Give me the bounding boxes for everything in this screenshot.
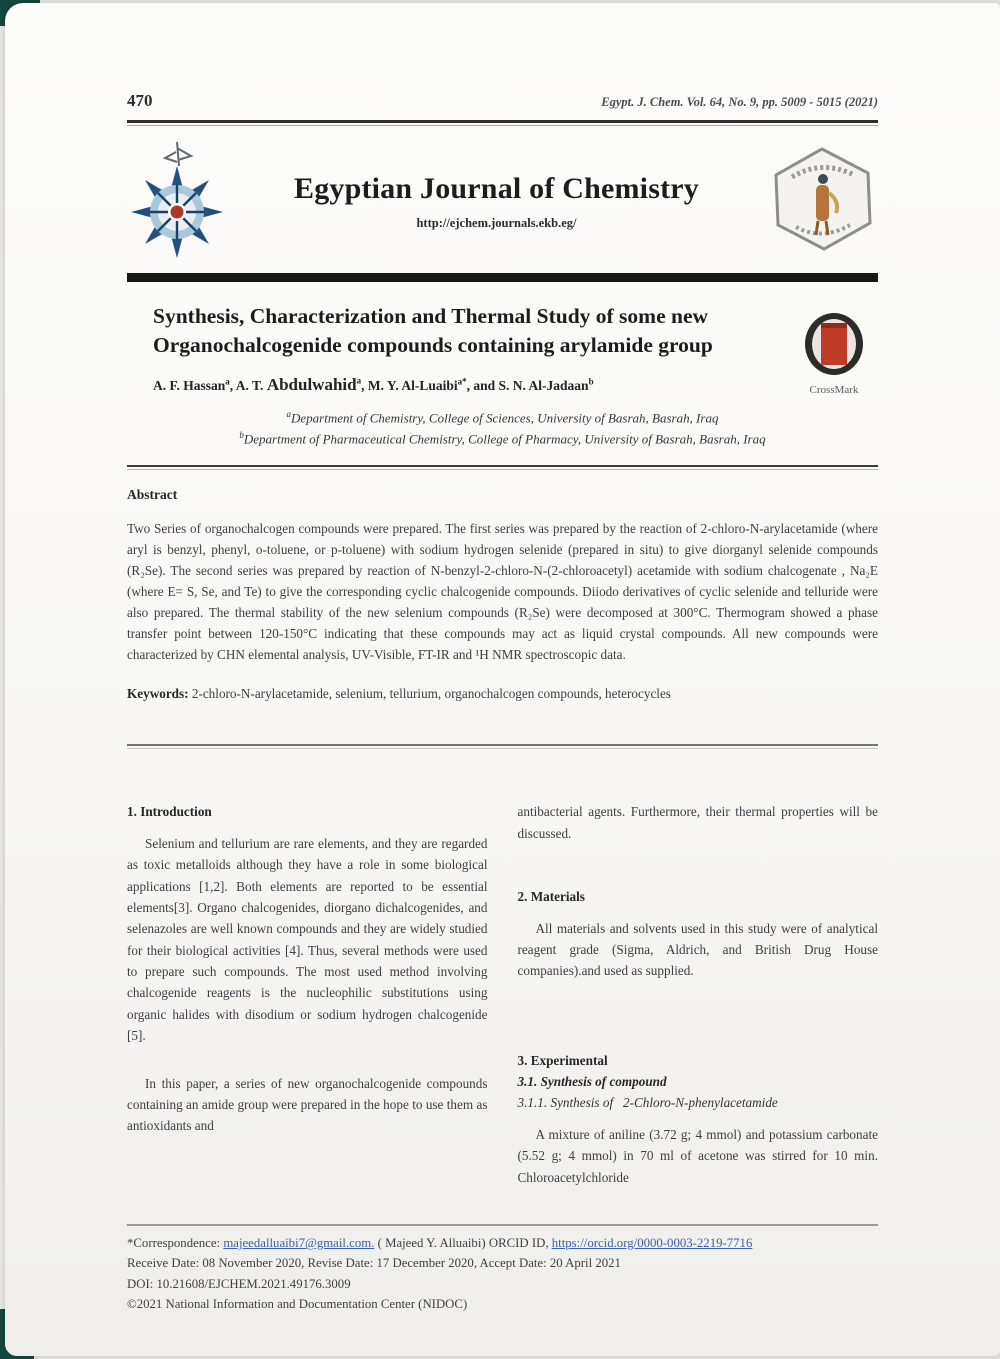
journal-compass-logo-icon <box>127 140 227 263</box>
orcid-link[interactable]: https://orcid.org/0000-0003-2219-7716 <box>551 1236 753 1251</box>
masthead-divider-band <box>127 273 878 282</box>
header-rule <box>127 120 878 126</box>
page-number: 470 <box>127 91 153 110</box>
affiliation-rule <box>127 465 878 470</box>
author: A. F. Hassan$^a$, <box>153 376 236 394</box>
abstract-heading: Abstract <box>127 486 178 502</box>
journal-masthead <box>127 140 878 263</box>
paper-page <box>5 3 1000 1356</box>
correspondence-line: *Correspondence: majeedalluaibi7@gmail.com. ( Majeed Y. Alluaibi) ORCID ID, https://orcid.org/0000-0003-2219-7716 <box>127 1236 753 1251</box>
left-column <box>127 801 488 1188</box>
materials-paragraph: All materials and solvents used in this study were of analytical reagent grade (Sigma, Aldrich, and British Drug House companies).and used as supplied. <box>517 920 878 979</box>
keywords-label: Keywords: <box>127 686 189 702</box>
section-heading-experimental: 3. Experimental <box>517 1052 608 1068</box>
footnote-block <box>127 1224 878 1314</box>
affiliations <box>127 396 878 450</box>
dates-line: Receive Date: 08 November 2020, Revise Date: 17 December 2020, Accept Date: 20 April 2021 <box>127 1256 621 1271</box>
copyright-line: ©2021 National Information and Documentation Center (NIDOC) <box>127 1296 468 1311</box>
journal-url-link[interactable]: http://ejchem.journals.ekb.eg/ <box>416 215 577 230</box>
body-columns <box>127 801 878 1188</box>
subsection-heading-synthesis: 3.1. Synthesis of compound <box>517 1074 667 1089</box>
article-header-left <box>127 302 790 396</box>
article-header <box>127 302 878 396</box>
keywords-line <box>127 686 878 702</box>
crossmark-badge[interactable] <box>790 302 878 396</box>
author-line <box>153 375 790 395</box>
experimental-paragraph: A mixture of aniline (3.72 g; 4 mmol) and potassium carbonate (5.52 g; 4 mmol) in 70 ml of acetone was stirred for 10 min. Chloroacetylchloride <box>517 1126 878 1185</box>
keywords-text: 2-chloro-N-arylacetamide, selenium, tellurium, organochalcogen compounds, heterocycles <box>188 686 671 702</box>
article-title: Synthesis, Characterization and Thermal Study of some new Organochalcogenide compounds containing arylamide group <box>153 304 713 357</box>
section-heading-materials: 2. Materials <box>517 889 585 905</box>
subsubsection-heading-synthesis-2-chloro: 3.1.1. Synthesis of 2-Chloro-N-phenylacetamide <box>517 1095 778 1111</box>
author: S. N. Al-Jadaan$^b$ <box>498 376 594 394</box>
society-hexagon-logo-icon <box>766 143 878 260</box>
journal-title: Egyptian Journal of Chemistry <box>294 171 699 205</box>
abstract-rule <box>127 744 878 749</box>
intro-paragraph-2: In this paper, a series of new organochalcogenide compounds containing an amide group were prepared in the hope to use them as antioxidants and <box>127 1075 488 1134</box>
right-column <box>518 801 879 1188</box>
author: , M. Y. Al-Luaibi$^{a*}$, and <box>361 376 499 394</box>
abstract-text: Two Series of organochalcogen compounds were prepared. The first series was prepared by the reaction of 2-chloro-N-arylacetamide (where aryl is benzyl, phenyl, o-toluene, or p-toluene) with sodium hydrogen selenide (prepared in situ) to give diorganyl selenide compounds (R₂Se). The second series was prepared by reaction of N-benzyl-2-chloro-N-(2-chloroacetyl) acetamide with sodium chalcogenate , Na₂E (where E= S, Se, and Te) to give the corresponding cyclic chalcogenide compounds. Diiodo derivatives of cyclic selenide and telluride were also prepared. The thermal stability of the new selenium compounds (R₂Se) were decomposed at 300°C. Thermogram showed a phase transfer point between 120-150°C indicating that these compounds may act as liquid crystal compounds. All new compounds were characterized by CHN elemental analysis, UV-Visible, FT-IR and ¹H NMR spectroscopic data. <box>127 520 878 663</box>
intro-paragraph-1: Selenium and tellurium are rare elements, and they are regarded as toxic metalloids although they have a role in some biological applications [1,2]. Both elements are reported to be essential elements[3]. Organo chalcogenides, diorgano dichalcogenides, and selenazoles are well known compounds and they are widely studied for their biological activities [4]. Thus, several methods were used to prepare such compounds. The most used method involving chalcogenide reagents is the nucleophilic substitutions using organic halides with disodium or sodium hydrogen chalcogenide [5]. <box>127 835 488 1044</box>
correspondence-email-link[interactable]: majeedalluaibi7@gmail.com. <box>223 1236 375 1251</box>
author: A. T. <box>235 378 267 394</box>
affiliation-b: $^b$Department of Pharmaceutical Chemistry, College of Pharmacy, University of Basrah, Basrah, Iraq <box>239 430 766 447</box>
section-heading-introduction: 1. Introduction <box>127 804 212 820</box>
crossmark-label: CrossMark <box>809 384 859 396</box>
affiliation-a: $^a$Department of Chemistry, College of Sciences, University of Basrah, Basrah, Iraq <box>286 409 719 426</box>
journal-reference: Egypt. J. Chem. Vol. 64, No. 9, pp. 5009 - 5015 (2021) <box>601 95 878 109</box>
author: Abdulwahid$^a$ <box>266 375 362 395</box>
doi-line: DOI: 10.21608/EJCHEM.2021.49176.3009 <box>127 1276 351 1291</box>
crossmark-icon <box>802 365 866 382</box>
masthead-center <box>227 172 766 232</box>
running-head <box>127 91 878 111</box>
intro-continuation-paragraph: antibacterial agents. Furthermore, their thermal properties will be discussed. <box>517 804 878 841</box>
